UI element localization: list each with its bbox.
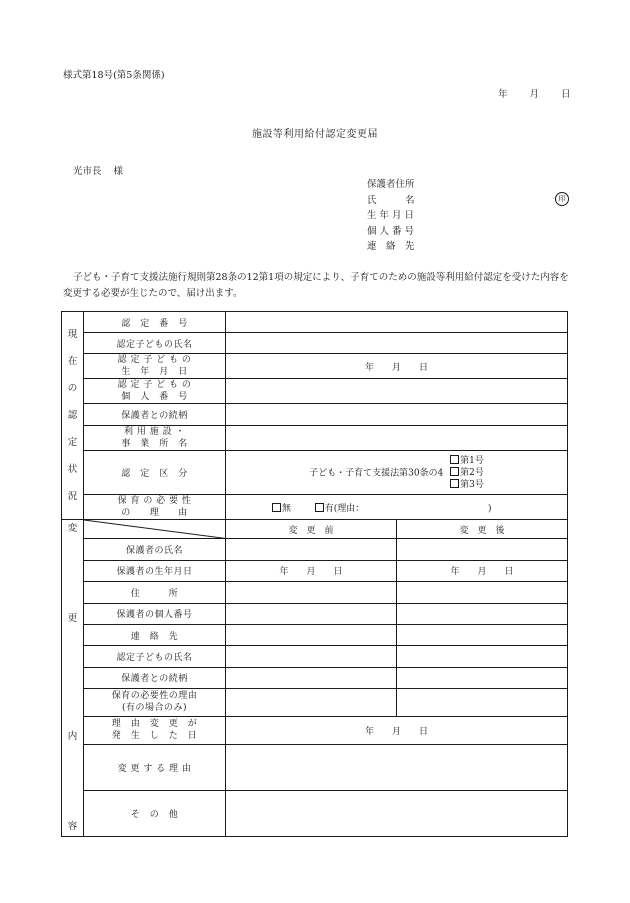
- change-relationship-after[interactable]: [397, 667, 568, 688]
- contact-label: 連 絡 先: [84, 624, 226, 645]
- row-change-child-name: [62, 646, 568, 667]
- checkbox-2[interactable]: [450, 467, 459, 476]
- row-change-reason: [62, 745, 568, 791]
- row-cert-number: [62, 312, 568, 333]
- necessity-close-paren: ): [488, 503, 492, 514]
- change-relationship-before[interactable]: [226, 667, 397, 688]
- category-option-3[interactable]: 第3号: [450, 479, 484, 491]
- row-guardian-personal-number: [62, 603, 568, 624]
- row-relationship: [62, 404, 568, 426]
- contact-after[interactable]: [397, 624, 568, 645]
- necessity-label: 保 育 の 必 要 性 の 理 由: [84, 495, 226, 520]
- row-change-necessity: [62, 689, 568, 717]
- cert-number-label: 認 定 番 号: [84, 312, 226, 333]
- submission-date: [498, 86, 571, 100]
- addressee-honorific: 様: [113, 166, 124, 177]
- necessity-yes-option[interactable]: 有(理由：: [315, 504, 365, 514]
- category-law-text: 子ども・子育て支援法第30条の4: [309, 468, 444, 478]
- contact-before[interactable]: [226, 624, 397, 645]
- applicant-personal-number-label: 個 人 番 号: [367, 225, 415, 237]
- child-personal-number-label: 認 定 子 ど も の 個 人 番 号: [84, 379, 226, 404]
- category-label: 認 定 区 分: [84, 451, 226, 495]
- guardian-personal-number-after[interactable]: [397, 603, 568, 624]
- category-option-2[interactable]: 第2号: [450, 467, 484, 479]
- row-other: [62, 791, 568, 837]
- form-title: 施設等利用給付認定変更届: [252, 129, 378, 140]
- facility-label: 利 用 施 設 ・ 事 業 所 名: [84, 426, 226, 451]
- row-child-name: [62, 333, 568, 354]
- guardian-birth-before[interactable]: 年 月 日: [226, 560, 397, 581]
- category-options: [450, 455, 484, 491]
- row-facility: [62, 426, 568, 451]
- change-necessity-before[interactable]: [226, 689, 397, 717]
- category-option-1[interactable]: 第1号: [450, 455, 484, 467]
- applicant-address-label: 保護者住所: [367, 179, 415, 190]
- row-address: [62, 582, 568, 603]
- row-guardian-birth: [62, 560, 568, 581]
- change-child-name-after[interactable]: [397, 646, 568, 667]
- change-reason-label: 変 更 す る 理 由: [84, 745, 226, 791]
- checkbox-yes[interactable]: [315, 503, 324, 512]
- row-child-birth: [62, 354, 568, 379]
- checkbox-1[interactable]: [450, 455, 459, 464]
- checkbox-none[interactable]: [272, 503, 281, 512]
- applicant-birth-label: 生 年 月 日: [367, 210, 415, 221]
- change-child-name-label: 認定子どもの氏名: [84, 646, 226, 667]
- guardian-birth-after[interactable]: 年 月 日: [397, 560, 568, 581]
- current-status-side-label: 現 在 の 認 定 状 況: [62, 312, 84, 520]
- checkbox-3[interactable]: [450, 479, 459, 488]
- change-child-name-before[interactable]: [226, 646, 397, 667]
- child-birth-field[interactable]: 年 月 日: [226, 354, 568, 379]
- guardian-birth-label: 保護者の生年月日: [84, 560, 226, 581]
- necessity-none-option[interactable]: 無: [272, 504, 291, 514]
- category-field: [226, 451, 568, 495]
- row-category: [62, 451, 568, 495]
- reason-date-field[interactable]: 年 月 日: [226, 716, 568, 745]
- cert-number-field[interactable]: [226, 312, 568, 333]
- change-content-side-label: 変 更 内 容: [62, 520, 84, 837]
- col-after-header: 変 更 後: [397, 520, 568, 539]
- date-year-label: 年: [498, 89, 508, 100]
- child-personal-number-field[interactable]: [226, 379, 568, 404]
- guardian-name-label: 保護者の氏名: [84, 539, 226, 560]
- child-name-label: 認定子どもの氏名: [84, 333, 226, 354]
- change-necessity-after[interactable]: [397, 689, 568, 717]
- guardian-personal-number-label: 保護者の個人番号: [84, 603, 226, 624]
- row-change-header: [62, 520, 568, 539]
- row-child-personal-number: [62, 379, 568, 404]
- change-reason-field[interactable]: [226, 745, 568, 791]
- row-guardian-name: [62, 539, 568, 560]
- address-before[interactable]: [226, 582, 397, 603]
- seal-mark: 印: [555, 192, 569, 206]
- applicant-block: [367, 177, 415, 255]
- guardian-personal-number-before[interactable]: [226, 603, 397, 624]
- row-contact: [62, 624, 568, 645]
- address-after[interactable]: [397, 582, 568, 603]
- row-necessity: [62, 495, 568, 520]
- diagonal-line: [84, 520, 225, 538]
- form-table: [61, 311, 568, 837]
- necessity-field: [226, 495, 568, 520]
- other-field[interactable]: [226, 791, 568, 837]
- applicant-name-label: 氏 名: [367, 194, 415, 206]
- change-relationship-label: 保護者との続柄: [84, 667, 226, 688]
- addressee-name: 光市長: [73, 166, 102, 177]
- date-month-label: 月: [529, 89, 540, 100]
- col-before-header: 変 更 前: [226, 520, 397, 539]
- form-number: 様式第18号(第5条関係): [63, 70, 165, 81]
- addressee: [73, 163, 123, 177]
- address-label: 住 所: [84, 582, 226, 603]
- date-day-label: 日: [561, 89, 571, 100]
- guardian-name-before[interactable]: [226, 539, 397, 560]
- reason-date-label: 理 由 変 更 が 発 生 し た 日: [84, 716, 226, 745]
- other-label: そ の 他: [84, 791, 226, 837]
- relationship-label: 保護者との続柄: [84, 404, 226, 426]
- child-name-field[interactable]: [226, 333, 568, 354]
- relationship-field[interactable]: [226, 404, 568, 426]
- facility-field[interactable]: [226, 426, 568, 451]
- child-birth-label: 認 定 子 ど も の 生 年 月 日: [84, 354, 226, 379]
- row-reason-date: [62, 716, 568, 745]
- applicant-contact-label: 連 絡 先: [367, 241, 415, 252]
- diagonal-header-cell: [84, 520, 226, 539]
- change-necessity-label: 保育の必要性の理由 (有の場合のみ): [84, 689, 226, 717]
- row-change-relationship: [62, 667, 568, 688]
- guardian-name-after[interactable]: [397, 539, 568, 560]
- intro-paragraph: 子ども・子育て支援法施行規則第28条の12第1項の規定により、子育てのための施設等利用給付認定を受けた内容を変更する必要が生じたので、届け出ます。: [63, 272, 569, 299]
